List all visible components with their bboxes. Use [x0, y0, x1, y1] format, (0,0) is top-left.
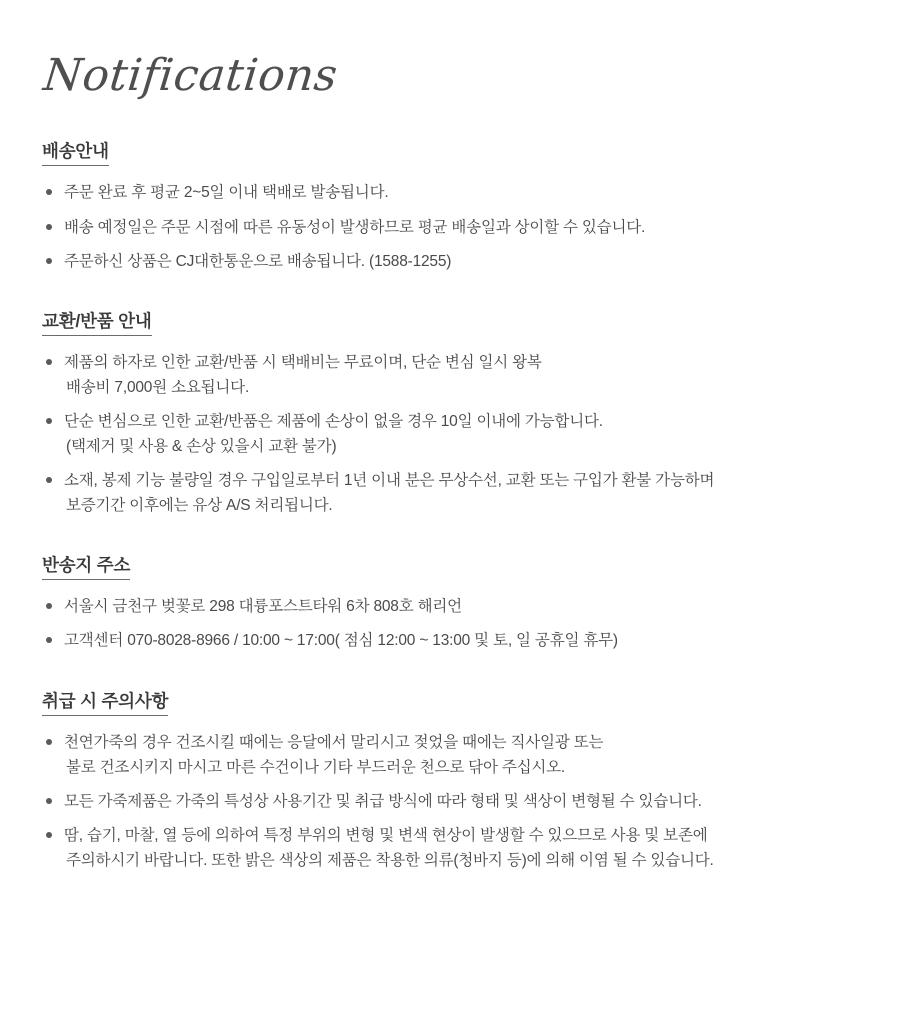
- bullet-list: [40, 350, 860, 519]
- bullet-dot-icon: [46, 189, 52, 195]
- list-item: [40, 215, 860, 240]
- list-item-line: 소재, 봉제 기능 불량일 경우 구입일로부터 1년 이내 분은 무상수선, 교환 또는 구입가 환불 가능하며: [64, 472, 715, 490]
- list-item-line: 단순 변심으로 인한 교환/반품은 제품에 손상이 없을 경우 10일 이내에 가능합니다.: [64, 412, 603, 430]
- bullet-list: [40, 594, 860, 653]
- notification-section: [40, 138, 860, 273]
- list-item-line: 주문 완료 후 평균 2~5일 이내 택배로 발송됩니다.: [64, 184, 389, 202]
- notification-section: [40, 308, 860, 519]
- bullet-dot-icon: [46, 832, 52, 838]
- list-item-line: 보증기간 이후에는 유상 A/S 처리됩니다.: [66, 497, 333, 515]
- list-item-line: 제품의 하자로 인한 교환/반품 시 택배비는 무료이며, 단순 변심 일시 왕복: [64, 353, 542, 371]
- list-item-line: 서울시 금천구 벚꽃로 298 대륭포스트타워 6차 808호 해리언: [64, 598, 462, 616]
- bullet-dot-icon: [46, 258, 52, 264]
- notification-sections: [40, 138, 860, 873]
- list-item: [40, 350, 860, 400]
- list-item: [40, 823, 860, 873]
- list-item: [40, 468, 860, 518]
- list-item: [40, 409, 860, 459]
- bullet-list: [40, 180, 860, 273]
- notification-section: [40, 552, 860, 653]
- list-item: [40, 628, 860, 653]
- list-item: [40, 730, 860, 780]
- notification-section: [40, 688, 860, 874]
- section-heading: 교환/반품 안내: [42, 308, 152, 336]
- list-item-line: 주문하신 상품은 CJ대한통운으로 배송됩니다. (1588-1255): [64, 252, 452, 270]
- list-item-line: 주의하시기 바랍니다. 또한 밝은 색상의 제품은 착용한 의류(청바지 등)에 의해 이염 될 수 있습니다.: [66, 852, 714, 870]
- list-item-line: (택제거 및 사용 & 손상 있을시 교환 불가): [66, 438, 337, 456]
- list-item: [40, 249, 860, 274]
- bullet-dot-icon: [46, 603, 52, 609]
- list-item-line: 모든 가죽제품은 가죽의 특성상 사용기간 및 취급 방식에 따라 형태 및 색상이 변형될 수 있습니다.: [64, 792, 702, 810]
- bullet-dot-icon: [46, 739, 52, 745]
- list-item-line: 배송비 7,000원 소요됩니다.: [66, 378, 250, 396]
- list-item-line: 땀, 습기, 마찰, 열 등에 의하여 특정 부위의 변형 및 변색 현상이 발생할 수 있으므로 사용 및 보존에: [64, 826, 708, 844]
- bullet-dot-icon: [46, 359, 52, 365]
- bullet-dot-icon: [46, 418, 52, 424]
- list-item-line: 천연가죽의 경우 건조시킬 때에는 응달에서 말리시고 젖었을 때에는 직사일광 또는: [64, 733, 604, 751]
- section-heading: 반송지 주소: [42, 552, 130, 580]
- bullet-dot-icon: [46, 637, 52, 643]
- list-item-line: 배송 예정일은 주문 시점에 따른 유동성이 발생하므로 평균 배송일과 상이할 수 있습니다.: [64, 218, 646, 236]
- list-item: [40, 180, 860, 205]
- bullet-dot-icon: [46, 224, 52, 230]
- list-item-line: 불로 건조시키지 마시고 마른 수건이나 기타 부드러운 천으로 닦아 주십시오.: [66, 758, 566, 776]
- bullet-list: [40, 730, 860, 874]
- list-item: [40, 789, 860, 814]
- page-title: Notifications: [41, 50, 341, 101]
- section-heading: 취급 시 주의사항: [42, 688, 168, 716]
- list-item-line: 고객센터 070-8028-8966 / 10:00 ~ 17:00( 점심 12:00 ~ 13:00 및 토, 일 공휴일 휴무): [64, 632, 618, 650]
- bullet-dot-icon: [46, 477, 52, 483]
- list-item: [40, 594, 860, 619]
- bullet-dot-icon: [46, 798, 52, 804]
- section-heading: 배송안내: [42, 138, 109, 166]
